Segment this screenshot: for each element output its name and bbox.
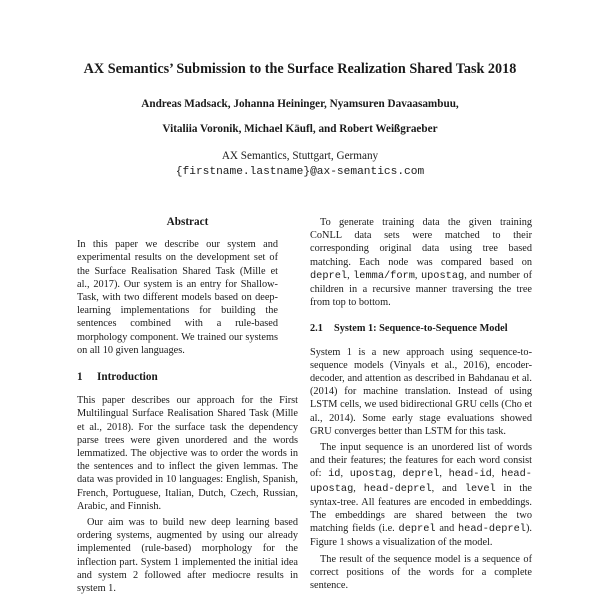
intro-paragraph-1: This paper describes our approach for the First Multilingual Surface Realisation Shared Task (Mille et al., 2018). For the surface task the dependency parse trees were given unordered and the words lemmatized. The objective was to order the words in the sentences and to inflect the given lemmas. The data was provided in 10 languages: English, Spanish, French, Portuguese, Italian, Dutch, Czech, Russian, Arabic, and Finnish.: [77, 395, 298, 512]
abstract-text: In this paper we describe our system and experimental results on the development set of the Surface Realisation Shared Task (Mille et al., 2017). Our system is an entry for Shallow-Task, with two different models based on deep-learning implementations for building the sentences combined with a rule-based morphology component. We trained our systems on all 10 given languages.: [77, 239, 278, 356]
abstract-heading: Abstract: [166, 216, 209, 228]
left-column: [77, 216, 298, 595]
intro-paragraph-2: Our aim was to build new deep learning based ordering systems, augmented by using our already implemented (rule-based) morphology for the inflection part. System 1 implemented the initial idea and system 2 followed after mediocre results in system 1.: [77, 517, 298, 595]
input-sequence-paragraph: The input sequence is an unordered list of words and their features; the features for each word consist of: id, upostag, deprel, head-id, head-upostag, head-deprel, and level in the syntax-tree. All features are encoded in embeddings. The embeddings are shared between the two matching fields (i.e. deprel and head-deprel). Figure 1 shows a visualization of the model.: [310, 442, 532, 549]
system1-paragraph: System 1 is a new approach using sequence-to-sequence models (Vinyals et al., 2016), encoder-decoder, and attention as described in Bahdanau et al. (2014) for machine translation. Instead of using LSTM cells, we used bidirectional GRU cells (Cho et al., 2014). Some early stage evaluations showed GRU converges better than LSTM for this task.: [310, 346, 532, 437]
intro-number: 1: [77, 371, 83, 384]
section-2-1-heading: [310, 322, 532, 335]
paper-title: AX Semantics’ Submission to the Surface Realization Shared Task 2018: [83, 61, 517, 77]
author-line-1: Andreas Madsack, Johanna Heininger, Nyamsuren Davaasambuu,: [141, 98, 459, 110]
right-column: [310, 216, 532, 592]
author-line-2: Vitaliia Voronik, Michael Käufl, and Robert Weißgraeber: [162, 123, 438, 135]
training-data-paragraph: To generate training data the given training CoNLL data sets were matched to their corresponding original data using tree based matching. Each node was compared based on deprel, lemma/form, upostag, and number of children in a recursive manner traversing the tree from top to bottom.: [310, 217, 533, 309]
section-2-1-title: System 1: Sequence-to-Sequence Model: [334, 323, 508, 335]
intro-heading: [77, 371, 298, 384]
affiliation-block: [0, 148, 600, 180]
affiliation: AX Semantics, Stuttgart, Germany: [221, 150, 379, 162]
email: {firstname.lastname}@ax-semantics.com: [175, 166, 425, 178]
result-paragraph: The result of the sequence model is a sequence of correct positions of the words for a complete sentence.: [310, 553, 532, 592]
section-2-1-number: 2.1: [310, 323, 323, 335]
intro-title: Introduction: [97, 371, 158, 384]
